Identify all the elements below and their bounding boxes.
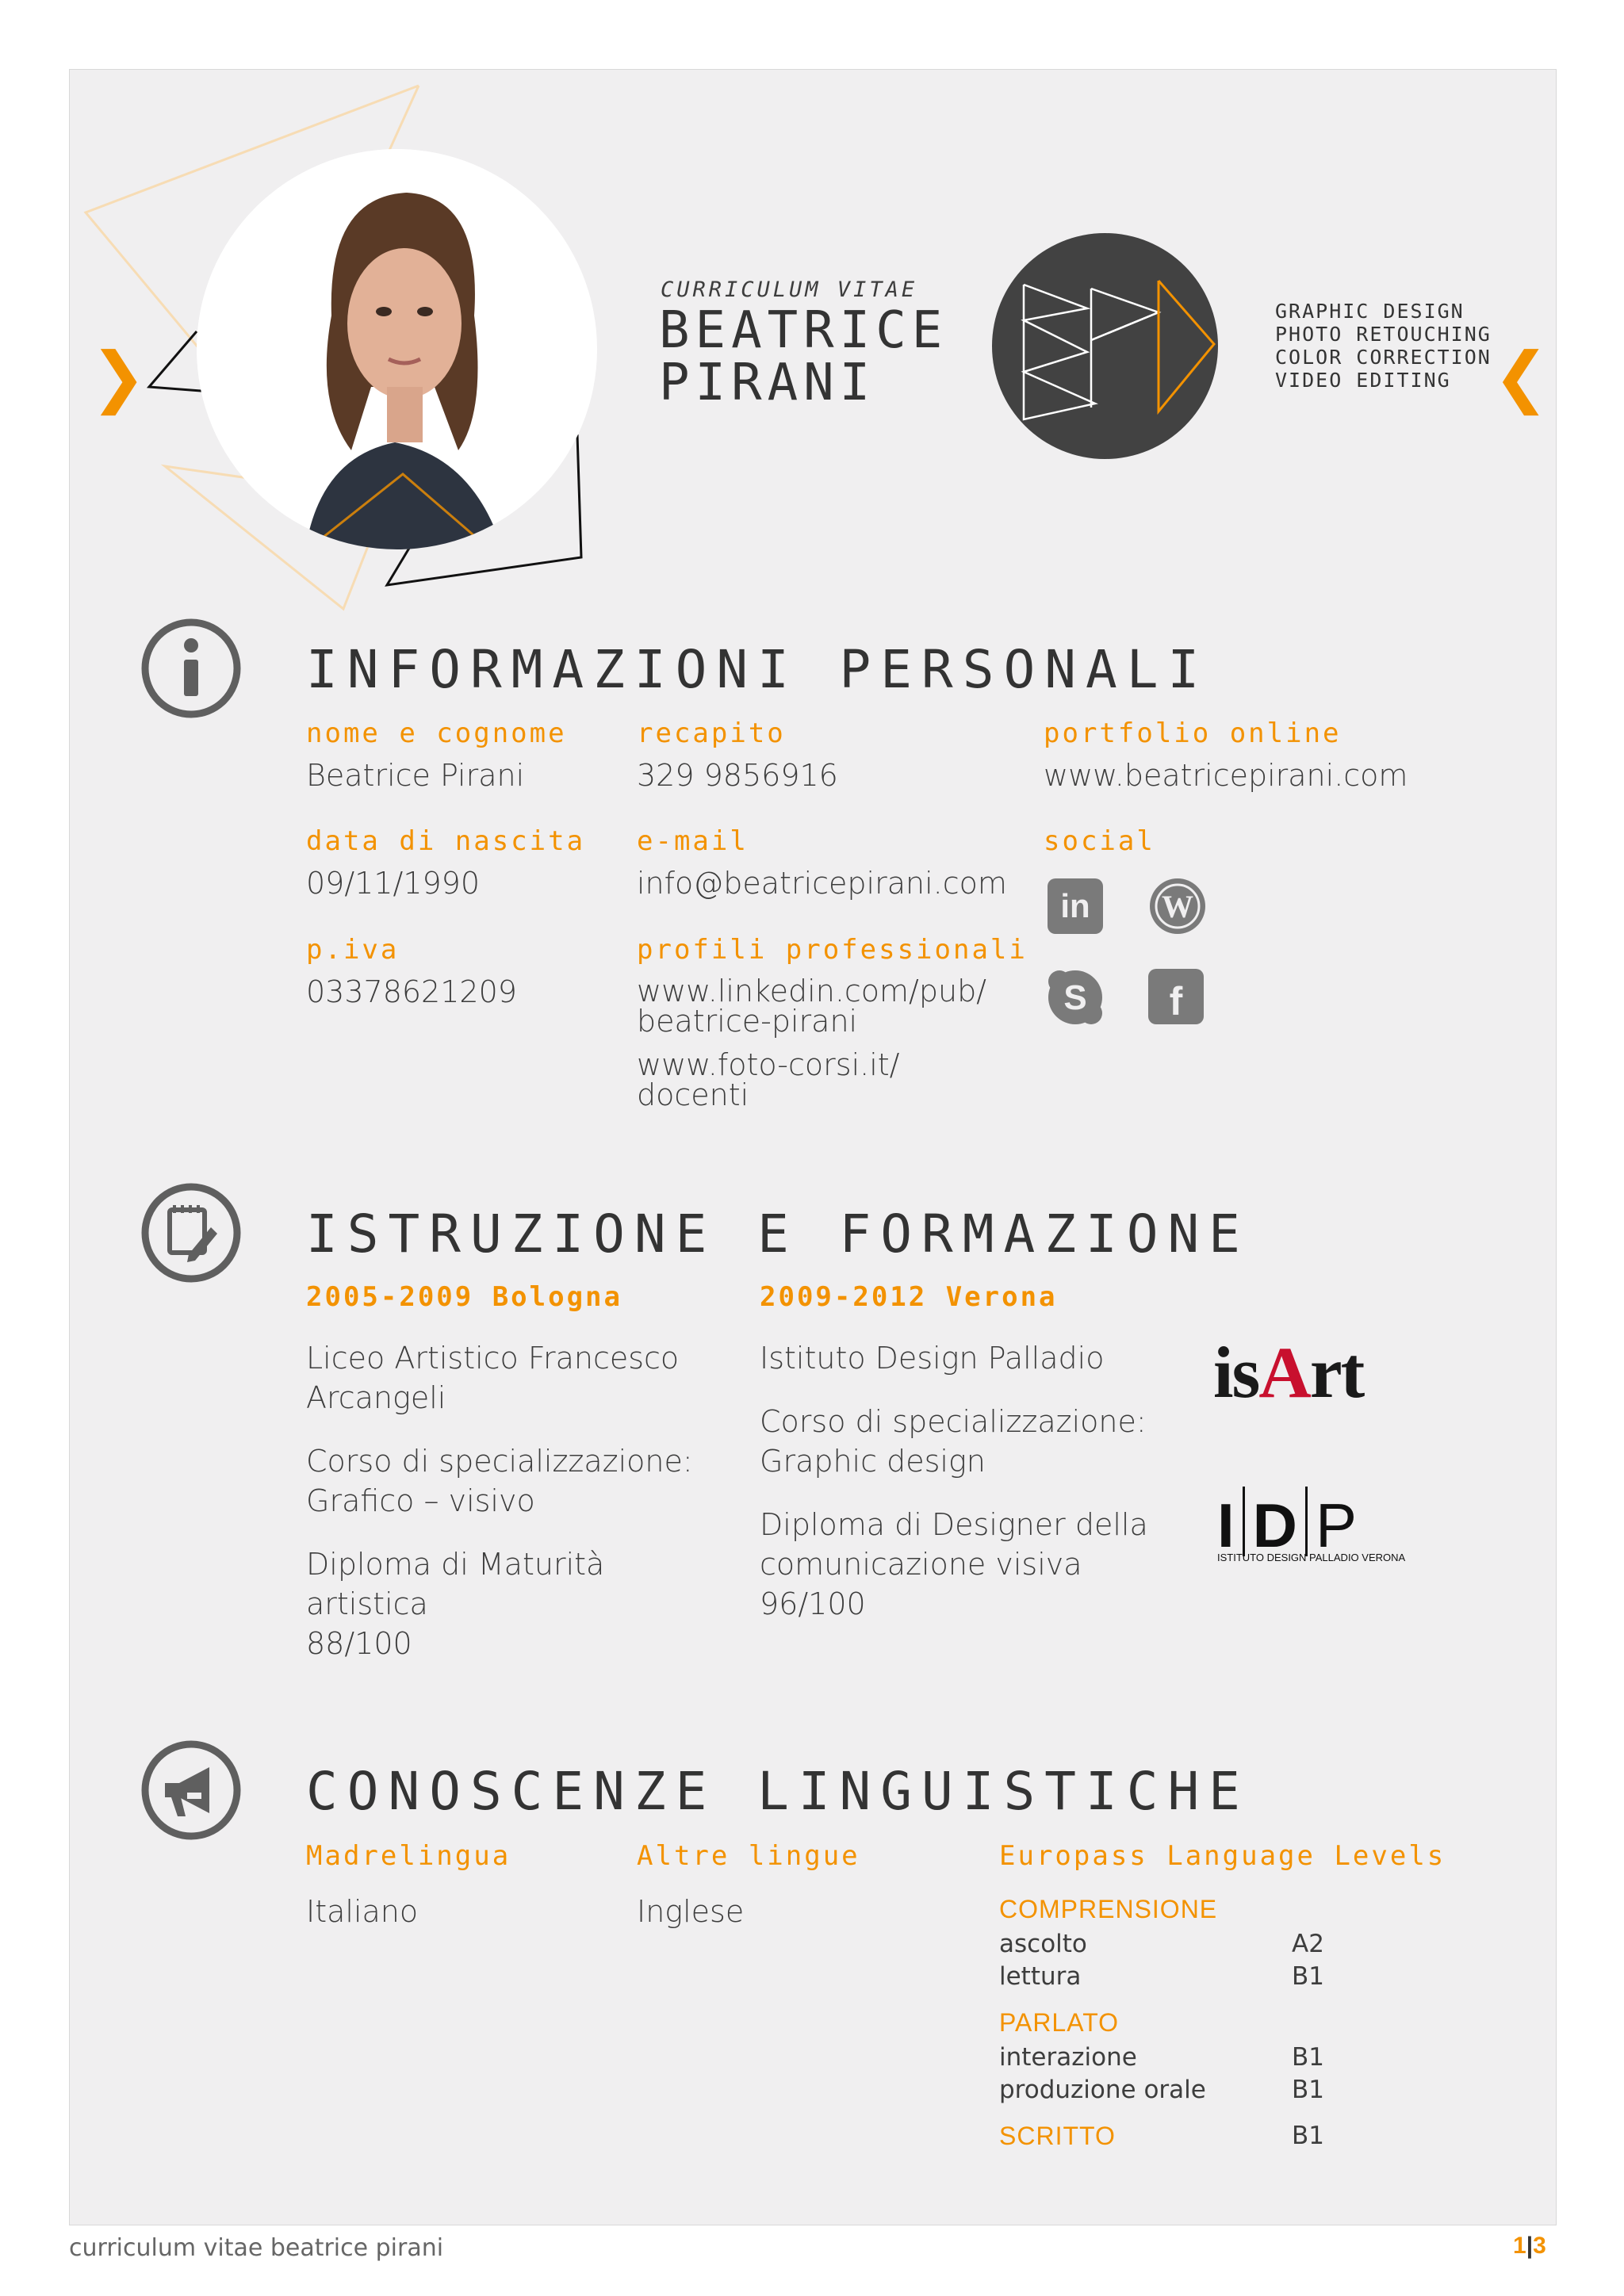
wordpress-icon[interactable] [1148,877,1207,939]
notepad-pen-icon [140,1181,243,1284]
writing-heading: SCRITTO [999,2122,1116,2150]
linkedin-icon[interactable]: in [1048,878,1103,934]
service-item: GRAPHIC DESIGN [1275,300,1465,323]
mother-tongue-label: Madrelingua [306,1840,511,1872]
mother-tongue-value: Italiano [306,1894,419,1929]
idp-caption: ISTITUTO DESIGN PALLADIO VERONA [1217,1552,1406,1563]
social-label: social [1044,825,1155,857]
portrait-illustration [197,149,597,549]
other-languages-label: Altre lingue [637,1840,860,1872]
europass-label: Europass Language Levels [999,1840,1446,1872]
course-line: Graphic design [760,1444,986,1479]
section-title-languages: CONOSCENZE LINGUISTICHE [306,1761,1250,1822]
profiles-label: profili professionali [637,934,1028,966]
reading-label: lettura [999,1962,1082,1991]
service-item: COLOR CORRECTION [1275,346,1492,369]
education-period-2: 2009-2012 Verona [760,1281,1058,1313]
svg-text:W: W [1162,889,1193,924]
oral-production-label: produzione orale [999,2076,1206,2104]
skype-icon[interactable] [1045,967,1105,1031]
contact-label: recapito [637,718,786,749]
portfolio-value[interactable]: www.beatricepirani.com [1044,758,1408,793]
idp-letter: I [1217,1490,1235,1560]
diploma-line: Diploma di Maturità [306,1547,605,1582]
isart-logo-part: A [1258,1332,1310,1413]
info-section-icon [140,617,243,723]
facebook-icon[interactable]: f [1148,969,1204,1024]
email-label: e-mail [637,825,749,857]
service-item: PHOTO RETOUCHING [1275,323,1492,346]
school-line: Istituto Design Palladio [760,1341,1105,1376]
isart-logo-part: rt [1309,1332,1364,1413]
info-icon [140,617,243,720]
profile-link-line: beatrice-pirani [637,1004,858,1039]
vat-value: 03378621209 [306,974,517,1009]
grade: 88/100 [306,1626,412,1661]
profile-link-fotocorsi[interactable] [637,1047,900,1112]
skype-glyph [1045,967,1105,1027]
idp-letter: D [1252,1490,1298,1560]
education-period-1: 2005-2009 Bologna [306,1281,622,1313]
isart-logo-part: is [1213,1332,1259,1413]
education-section-icon [140,1181,243,1288]
course-line: Corso di specializzazione: [760,1404,1147,1439]
diploma-line: artistica [306,1586,428,1621]
cv-label: CURRICULUM VITAE [661,277,918,302]
course-line: Grafico – visivo [306,1483,535,1518]
profile-link-line: docenti [637,1077,749,1112]
other-languages-value: Inglese [637,1894,745,1929]
page-separator: | [1526,2233,1534,2259]
course-line: Corso di specializzazione: [306,1444,693,1479]
oral-production-level: B1 [1292,2076,1324,2104]
section-title-personal: INFORMAZIONI PERSONALI [306,639,1209,700]
listening-level: A2 [1292,1930,1324,1958]
birth-value: 09/11/1990 [306,866,481,901]
birth-label: data di nascita [306,825,586,857]
languages-section-icon [140,1739,243,1845]
portfolio-label: portfolio online [1044,718,1342,749]
education-col-2-text [760,1338,1148,1624]
section-title-education: ISTRUZIONE E FORMAZIONE [306,1203,1250,1265]
profile-link-linkedin[interactable] [637,974,986,1039]
wordpress-glyph [1148,877,1207,936]
listening-label: ascolto [999,1930,1087,1958]
vat-label: p.iva [306,934,400,966]
name-value: Beatrice Pirani [306,758,525,793]
diploma-line: Diploma di Designer della [760,1507,1148,1542]
interaction-label: interazione [999,2043,1137,2072]
name-label: nome e cognome [306,718,567,749]
bp-logo-mark [992,233,1218,459]
idp-logo [1217,1477,1415,1564]
page-number [1513,2233,1546,2260]
first-name: BEATRICE [659,301,948,360]
service-item: VIDEO EDITING [1275,369,1451,392]
education-col-1-text [306,1338,693,1663]
page-current: 1 [1513,2233,1526,2259]
profile-photo [197,149,597,549]
services-list [1275,300,1492,392]
contact-value[interactable]: 329 9856916 [637,758,838,793]
school-line: Liceo Artistico Francesco [306,1341,680,1376]
chevron-right-icon: ❯ [90,338,147,415]
svg-text:S: S [1063,978,1087,1017]
school-line: Arcangeli [306,1380,446,1415]
profile-link-line: www.foto-corsi.it/ [637,1047,900,1082]
isart-logo [1213,1330,1363,1414]
last-name: PIRANI [659,354,876,412]
writing-level: B1 [1292,2122,1324,2150]
bp-logo [992,233,1218,459]
speaking-heading: PARLATO [999,2008,1120,2037]
profile-link-line: www.linkedin.com/pub/ [637,974,986,1008]
reading-level: B1 [1292,1962,1324,1991]
comprehension-heading: COMPRENSIONE [999,1895,1218,1923]
diploma-line: comunicazione visiva [760,1547,1082,1582]
chevron-left-icon: ❮ [1493,338,1549,415]
cv-page [69,69,1557,2225]
interaction-level: B1 [1292,2043,1324,2072]
page-total: 3 [1533,2233,1546,2259]
email-value[interactable]: info@beatricepirani.com [637,866,1007,901]
idp-letter: P [1316,1490,1358,1560]
footer-text: curriculum vitae beatrice pirani [69,2234,444,2262]
megaphone-icon [140,1739,243,1842]
grade: 96/100 [760,1586,866,1621]
